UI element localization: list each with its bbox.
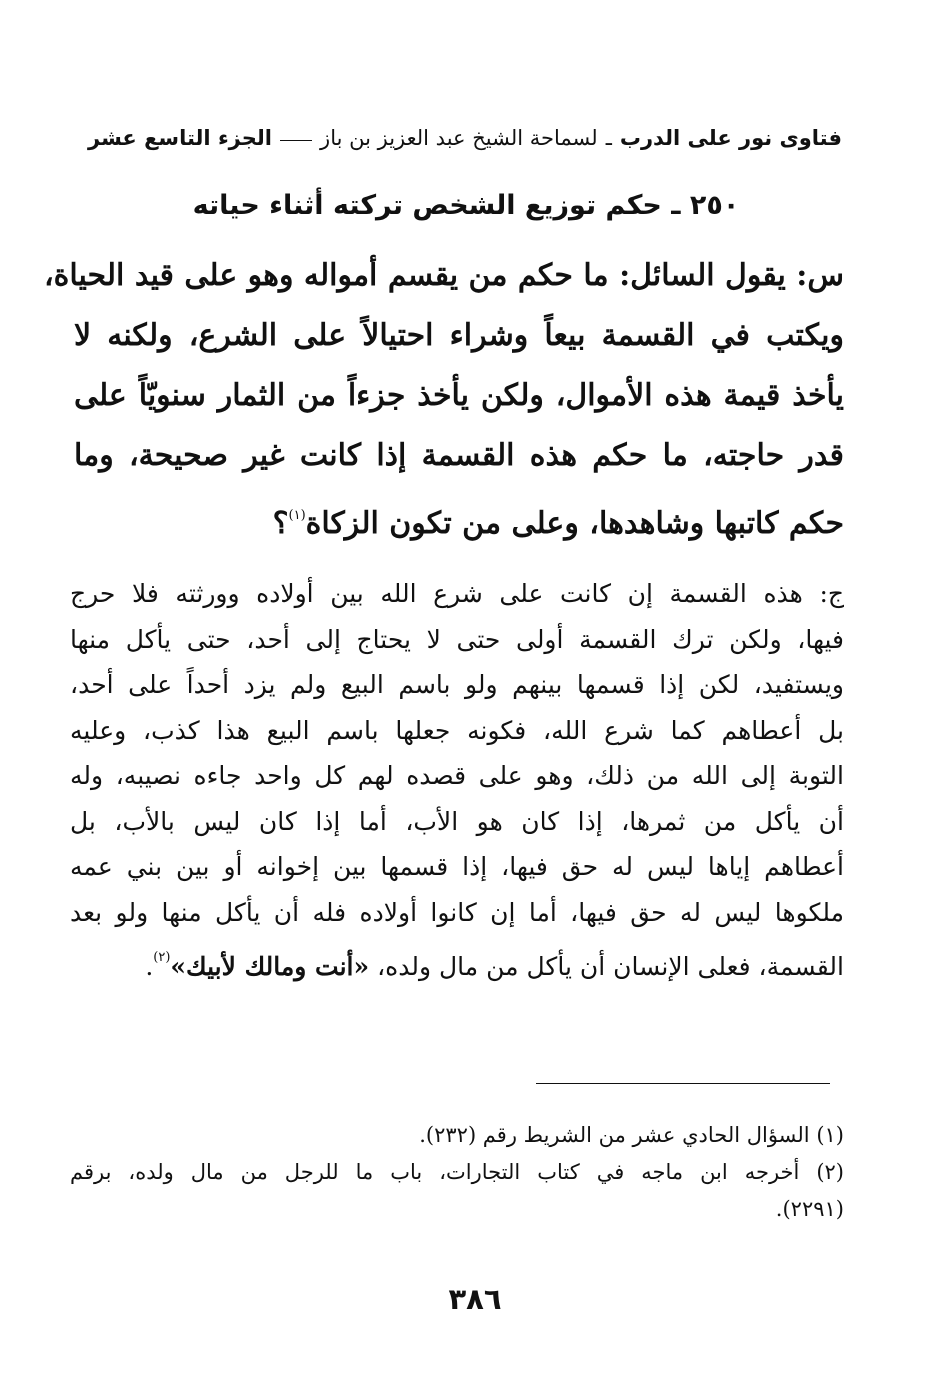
answer-line: أعطاهم إياها ليس له حق فيها، إذا قسمها بين إخوانه أو بين بني عمه	[70, 852, 844, 881]
footnote-ref-1[interactable]: (١)	[288, 508, 306, 523]
answer-line: ج: هذه القسمة إن كانت على شرع الله بين أولاده وورثته فلا حرج	[70, 579, 844, 608]
answer-line-last	[70, 935, 844, 981]
question-text: حكم كاتبها وشاهدها، وعلى من تكون الزكاة	[305, 506, 844, 541]
footnote-separator	[536, 1083, 830, 1084]
footnote-ref-2[interactable]: (٢)	[153, 950, 171, 965]
page-number: ٣٨٦	[448, 1282, 502, 1316]
volume-label: الجزء التاسع عشر	[88, 126, 272, 150]
header-rule	[280, 140, 312, 141]
question-line-last	[74, 486, 844, 546]
book-title: فتاوى نور على الدرب	[619, 126, 842, 150]
answer-line: ملكوها ليس له حق فيها، أما إن كانوا أولاده فله أن يأكل منها ولو بعد	[70, 897, 844, 927]
author-name: لسماحة الشيخ عبد العزيز بن باز	[320, 126, 598, 150]
question-mark: ؟	[272, 506, 289, 541]
answer-line: ويستفيد، لكن إذا قسمها بينهم ولو باسم البيع ولم يزد أحداً على أحد،	[70, 670, 844, 699]
header-dash: ـ	[605, 126, 612, 150]
running-header	[88, 118, 842, 158]
answer-block	[70, 571, 844, 981]
answer-line: بل أعطاهم كما شرع الله، فكونه جعلها باسم البيع هذا كذب، وعليه	[70, 715, 844, 745]
answer-line: فيها، ولكن ترك القسمة أولى حتى لا يحتاج إلى أحد، حتى يأكل منها	[70, 624, 844, 654]
answer-end: .	[145, 952, 154, 981]
footnote-2: (٢) أخرجه ابن ماجه في كتاب التجارات، باب ما للرجل من مال ولده، برقم	[70, 1160, 844, 1184]
question-block	[43, 246, 844, 546]
question-line: يأخذ قيمة هذه الأموال، ولكن يأخذ جزءاً من الثمار سنويّاً على	[74, 378, 844, 413]
question-line: س: يقول السائل: ما حكم من يقسم أمواله وهو على قيد الحياة،	[43, 258, 844, 293]
fatwa-title: ٢٥٠ ـ حكم توزيع الشخص تركته أثناء حياته	[192, 190, 740, 221]
hadith-quote: «أنت ومالك لأبيك»	[170, 952, 370, 981]
footnote-1: (١) السؤال الحادي عشر من الشريط رقم (٢٣٢).	[419, 1123, 844, 1147]
question-line: قدر حاجته، ما حكم هذه القسمة إذا كانت غير صحيحة، وما	[74, 438, 844, 473]
answer-line: أن يأكل من ثمرها، إذا كان هو الأب، أما إذا كان ليس بالأب، بل	[70, 806, 844, 836]
answer-text: القسمة، فعلى الإنسان أن يأكل من مال ولده،	[377, 952, 844, 981]
answer-line: التوبة إلى الله من ذلك، وهو على قصده لهم كل واحد جاءه نصيبه، وله	[70, 761, 844, 790]
footnotes	[70, 1117, 844, 1228]
question-line: ويكتب في القسمة بيعاً وشراء احتيالاً على الشرع، ولكنه لا	[74, 318, 844, 353]
footnote-2-continued: (٢٢٩١).	[775, 1197, 844, 1221]
